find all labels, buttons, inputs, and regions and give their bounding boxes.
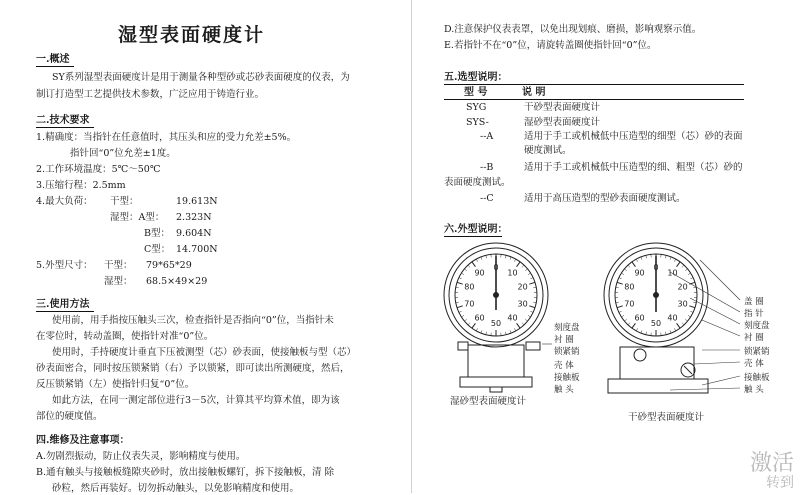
dial-tick	[486, 332, 487, 335]
dial-tick	[670, 257, 671, 260]
dial-tick	[693, 287, 696, 288]
section-1-line-2: 制订打造型工艺提供技术参数，广泛应用于铸造行业。	[36, 89, 264, 101]
dial-numeral: 10	[507, 268, 517, 277]
dial-tick	[522, 265, 524, 267]
model-code: SYG	[466, 102, 486, 114]
dial-tick	[522, 323, 524, 325]
dial-tick	[476, 259, 477, 262]
dial-numeral: 60	[634, 314, 644, 323]
dial-tick	[641, 330, 642, 333]
dial-numeral: 20	[518, 282, 528, 291]
model-code: --B	[480, 162, 493, 174]
model-desc: 适用于手工或机械低中压造型的细型（芯）砂的表面	[524, 131, 743, 143]
dial-numeral: 20	[678, 282, 688, 291]
dial-tick	[510, 257, 511, 260]
dial-tick	[674, 328, 675, 331]
model-desc: 干砂型表面硬度计	[524, 102, 600, 114]
model-desc: 适用于手工或机械低中压造型的细、粗型（芯）砂的	[524, 162, 743, 174]
dial-tick	[619, 311, 622, 312]
usage-line: 使用前，用手指按压触头三次，检查指针是否指向“0”位，当指针未	[52, 315, 334, 327]
dial-tick	[636, 328, 637, 331]
dial-tick	[682, 265, 684, 267]
dial-tick	[665, 255, 666, 258]
dial-numeral: 50	[651, 319, 661, 328]
contact-plate	[608, 379, 708, 393]
dial-tick	[472, 262, 476, 267]
load-value: 14.700N	[176, 244, 218, 256]
usage-line: 使用时，手持硬度计垂直下压被测型（芯）砂表面，使接触板与型（芯）	[52, 347, 356, 359]
dial-tick	[682, 323, 684, 325]
dial-tick	[677, 323, 681, 328]
model-code: --C	[480, 193, 494, 205]
dial-tick	[617, 282, 623, 284]
dial-tick	[690, 311, 693, 312]
dial-tick	[617, 306, 623, 308]
part-label-contact-plate: 接触板	[744, 371, 770, 383]
page-gutter	[411, 0, 412, 493]
maintenance-line: A.勿剧烈振动，防止仪表失灵，影响精度与使用。	[36, 451, 245, 463]
spec-item: 指针回“0”位允差±1度。	[70, 148, 176, 160]
dial-tick	[688, 273, 691, 275]
dial-tick	[689, 306, 695, 308]
load-label: 4.最大负荷：	[36, 196, 93, 208]
dial-numeral: 50	[491, 319, 501, 328]
document-title: 湿型表面硬度计	[118, 20, 265, 47]
part-label-lock-pin: 锁紧销	[744, 345, 770, 357]
dial-tick	[690, 278, 693, 279]
dial-tick	[624, 269, 626, 271]
dial-tick	[665, 332, 666, 335]
part-label-probe: 触 头	[744, 383, 764, 395]
dial-tick	[529, 282, 535, 284]
size-label: 5.外型尺寸：	[36, 260, 93, 272]
dry-gauge-caption: 干砂型表面硬度计	[628, 409, 704, 423]
usage-line: 部位的硬度值。	[36, 411, 103, 423]
dial-tick	[510, 330, 511, 333]
model-code: SYS-	[466, 117, 489, 129]
dial-tick	[459, 278, 462, 279]
dial-tick	[641, 257, 642, 260]
dial-tick	[533, 302, 536, 303]
model-desc: 硬度测试。	[524, 145, 572, 157]
part-label-liner: 衬 圈	[554, 333, 574, 345]
load-value: 19.613N	[176, 196, 218, 208]
dial-tick	[528, 315, 531, 317]
load-type: C型：	[144, 244, 170, 256]
dial-tick	[461, 315, 464, 317]
dial-tick	[528, 273, 531, 275]
part-label-dial: 刻度盘	[554, 321, 580, 333]
dial-tick	[525, 319, 527, 321]
dial-tick	[616, 287, 619, 288]
wet-sand-gauge	[444, 243, 548, 392]
section-4-heading: 四.维修及注意事项：	[36, 435, 129, 447]
usage-line: 如此方法，在同一测定部位进行3－5次，计算其平均算术值，即为该	[52, 395, 340, 407]
dial-tick	[636, 259, 637, 262]
maintenance-line: B.通有触头与接触板缝隙夹砂时，放出接触板螺钉，拆下接触板，清 除	[36, 467, 334, 479]
dial-tick	[677, 262, 681, 267]
heading-underline	[36, 127, 94, 128]
dial-tick	[632, 323, 636, 328]
spec-item: 1.精确度：当指针在任意值时，其压头和应的受力允差±5%。	[36, 132, 296, 144]
dial-numeral: 60	[474, 314, 484, 323]
dial-numeral: 90	[634, 268, 644, 277]
part-label-needle: 指 针	[744, 307, 764, 319]
usage-line: 砂表面密合，同时按压锁紧销（右）予以锁紧，即可读出所测硬度，然后，	[36, 363, 350, 375]
size-type: 干型：	[104, 260, 133, 272]
table-header-rule	[444, 99, 744, 100]
dial-tick	[517, 323, 521, 328]
dial-tick	[619, 278, 622, 279]
dial-numeral: 0	[493, 263, 498, 272]
spec-item: 3.压缩行程：2.5mm	[36, 180, 126, 192]
size-value: 68.5×49×29	[146, 276, 207, 288]
wet-gauge-caption: 湿砂型表面硬度计	[450, 393, 526, 407]
dial-numeral: 30	[518, 300, 528, 309]
watermark-line-2: 转到	[766, 472, 794, 492]
gauge-body	[468, 345, 524, 377]
load-type: 湿型：A型：	[110, 212, 164, 224]
dial-tick	[476, 328, 477, 331]
probe-tip	[490, 387, 502, 392]
dry-sand-gauge	[604, 243, 708, 393]
dial-tick	[481, 330, 482, 333]
dial-tick	[624, 319, 626, 321]
heading-underline	[36, 66, 74, 67]
section-2-heading: 二.技术要求	[36, 115, 89, 127]
dial-tick	[461, 273, 464, 275]
note-line: D.注意保护仪表表罩，以免出现划痕、磨损，影响观察示值。	[444, 24, 701, 36]
size-value: 79*65*29	[146, 260, 192, 272]
dial-tick	[517, 262, 521, 267]
section-1-heading: 一.概述	[36, 54, 69, 66]
section-5-heading: 五.选型说明：	[444, 72, 507, 84]
dial-numeral: 70	[464, 300, 474, 309]
dial-tick	[693, 302, 696, 303]
table-top-rule	[444, 84, 744, 85]
dial-tick	[621, 315, 624, 317]
model-code: --A	[480, 131, 493, 143]
watermark-line-1: 激活	[750, 446, 794, 477]
dial-tick	[628, 265, 630, 267]
dial-tick	[457, 282, 463, 284]
dial-tick	[456, 287, 459, 288]
part-label-dial: 刻度盘	[744, 319, 770, 331]
model-desc: 湿砂型表面硬度计	[524, 117, 600, 129]
dial-tick	[514, 259, 515, 262]
usage-line: 反压锁紧销（左）使指针归复“0”位。	[36, 379, 194, 391]
dial-tick	[459, 311, 462, 312]
dial-tick	[533, 287, 536, 288]
dial-tick	[530, 311, 533, 312]
dial-tick	[646, 332, 647, 335]
dial-tick	[685, 319, 687, 321]
maintenance-line: 砂粒，然后再装好。切勿拆动触头，以免影响精度和使用。	[52, 483, 299, 495]
part-label-lock-pin: 锁紧销	[554, 345, 580, 357]
dial-numeral: 40	[507, 314, 517, 323]
column-model-header: 型 号	[464, 87, 487, 99]
dial-tick	[674, 259, 675, 262]
dial-tick	[525, 269, 527, 271]
dial-tick	[456, 302, 459, 303]
part-label-contact-plate: 接触板	[554, 371, 580, 383]
dial-tick	[457, 306, 463, 308]
lock-pin	[526, 342, 540, 350]
part-label-probe: 触 头	[554, 383, 574, 395]
usage-line: 在零位时，转动盖圈，使指针对准“0”位。	[36, 331, 213, 343]
spec-item: 2.工作环境温度：5℃～50℃	[36, 164, 160, 176]
part-label-liner: 衬 圈	[744, 331, 764, 343]
part-label-housing: 壳 体	[554, 359, 574, 371]
load-type: B型：	[144, 228, 170, 240]
dial-numeral: 0	[653, 263, 658, 272]
dial-tick	[621, 273, 624, 275]
contact-plate	[460, 377, 532, 387]
dial-tick	[530, 278, 533, 279]
column-desc-header: 说 明	[522, 87, 545, 99]
dial-tick	[628, 323, 630, 325]
dial-tick	[486, 255, 487, 258]
dial-tick	[464, 269, 466, 271]
dial-tick	[468, 323, 470, 325]
note-line: E.若指针不在“0”位，请旋转盖圈使指针回“0”位。	[444, 40, 656, 52]
dial-tick	[646, 255, 647, 258]
dial-tick	[505, 332, 506, 335]
heading-underline	[444, 236, 502, 237]
dial-tick	[688, 315, 691, 317]
model-desc: 表面硬度测试。	[444, 177, 511, 189]
dial-tick	[514, 328, 515, 331]
dial-tick	[464, 319, 466, 321]
dial-tick	[472, 323, 476, 328]
dial-tick	[505, 255, 506, 258]
load-type: 干型：	[110, 196, 139, 208]
size-type: 湿型：	[104, 276, 133, 288]
section-6-heading: 六.外型说明：	[444, 224, 507, 236]
dial-numeral: 70	[624, 300, 634, 309]
dial-tick	[481, 257, 482, 260]
part-label-housing: 壳 体	[744, 357, 764, 369]
model-desc: 适用于高压造型的型砂表面硬度测试。	[524, 193, 686, 205]
dial-numeral: 90	[474, 268, 484, 277]
part-label-cover-ring: 盖 圈	[744, 295, 764, 307]
dial-tick	[670, 330, 671, 333]
dial-numeral: 10	[667, 268, 677, 277]
dial-tick	[616, 302, 619, 303]
dial-numeral: 40	[667, 314, 677, 323]
load-value: 2.323N	[176, 212, 212, 224]
dial-tick	[468, 265, 470, 267]
dial-numeral: 80	[464, 282, 474, 291]
load-value: 9.604N	[176, 228, 212, 240]
dial-tick	[632, 262, 636, 267]
dial-tick	[685, 269, 687, 271]
dial-numeral: 30	[678, 300, 688, 309]
section-1-line-1: SY系列湿型表面硬度计是用于测量各种型砂或芯砂表面硬度的仪表，为	[52, 72, 350, 84]
dial-numeral: 80	[624, 282, 634, 291]
heading-underline	[36, 311, 94, 312]
section-3-heading: 三.使用方法	[36, 299, 89, 311]
dial-tick	[529, 306, 535, 308]
